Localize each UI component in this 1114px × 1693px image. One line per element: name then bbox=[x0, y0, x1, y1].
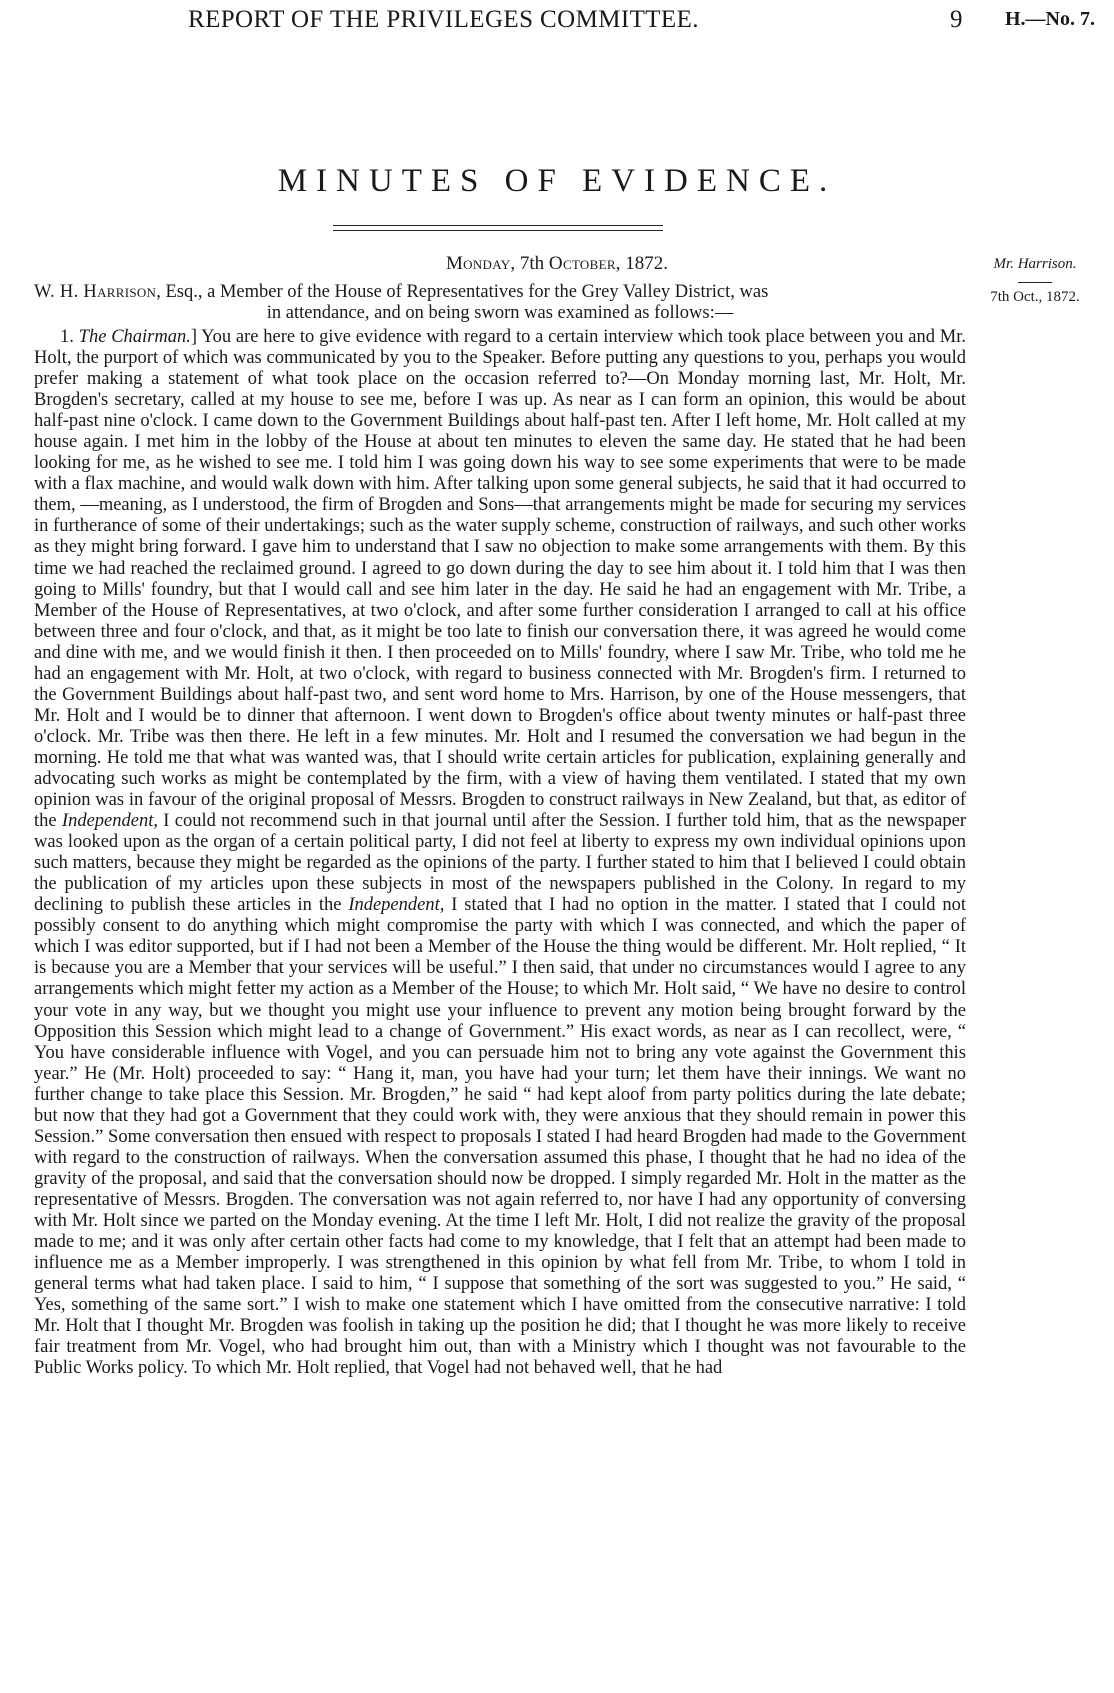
question-speaker: The Chairman. bbox=[78, 327, 191, 347]
running-head-title: REPORT OF THE PRIVILEGES COMMITTEE. bbox=[188, 6, 699, 33]
evidence-body bbox=[34, 327, 966, 1379]
question-number: 1. bbox=[60, 327, 74, 347]
answer-part-3: , I stated that I had no option in the matter. I stated that I could not possibly consent to do anything which might compromise the party with which I was connected, and which the paper of which I was editor supported, but if I had not been a Member of the House the thing would be different. Mr. Holt replied, “ It is because you are a Member that your services will be useful.” I then said, that under no circumstances would I agree to any arrangements which might fetter my action as a Member of the House; to which Mr. Holt said, “ We have no desire to control your vote in any way, but we thought you might use your influence to prevent any motion being brought forward by the Opposition this Session which might lead to a change of Government.” His exact words, as near as I can recollect, were, “ You have considerable influence with Vogel, and you can persuade him not to bring any vote against the Government this year.” He (Mr. Holt) proceeded to say: “ Hang it, man, you have had your turn; let them have their innings. We want no further change to take place this Session. Mr. Brogden,” he said “ had kept aloof from party politics during the late debate; but now that they had got a Government that they could work with, they were anxious that they should remain in power this Session.” Some conversation then ensued with respect to proposals I stated I had heard Brogden had made to the Government with regard to the construction of railways. When the conversation assumed this phase, I thought that he had no idea of the gravity of the proposal, and said that the conversation should now be dropped. I simply regarded Mr. Holt in the matter as the representative of Messrs. Brogden. The conversation was not again referred to, nor have I had any opportunity of conversing with Mr. Holt since we parted on the Monday evening. At the time I left Mr. Holt, I did not realize the gravity of the proposal made to me; and it was only after certain other facts had come to my knowledge, that I felt that an attempt had been made to influence me as a Member improperly. I was strengthened in this opinion by what fell from Mr. Tribe, to whom I told in general terms what had taken place. I said to him, “ I suppose that something of the sort was suggested to you.” He said, “ Yes, something of the same sort.” I wish to make one statement which I have omitted from the consecutive narrative: I told Mr. Holt that I thought Mr. Brogden was foolish in taking up the position he did; that I thought he was more likely to receive fair treatment from Mr. Vogel, who had brought him out, than with a Ministry which I thought was not favourable to the Public Works policy. To which Mr. Holt replied, that Vogel had not behaved well, that he had bbox=[34, 895, 966, 1379]
session-date-line bbox=[0, 253, 1114, 275]
session-month: October bbox=[548, 253, 616, 274]
session-day: Monday bbox=[445, 253, 511, 274]
witness-introduction bbox=[34, 282, 966, 324]
margin-note-date: 7th Oct., 1872. bbox=[990, 289, 1080, 305]
witness-intro-line2: in attendance, and on being sworn was examined as follows:— bbox=[266, 303, 734, 323]
answer-part-2: , I could not recommend such in that journal until after the Session. I further told him, that as the newspaper was looked upon as the organ of a certain political party, I did not feel at liberty to express my own individual opinions upon such matters, because they might be regarded as the opinions of the party. I further stated to him that I believed I could obtain the publication of my articles upon these subjects in most of the newspapers published in the Colony. In regard to my declining to publish these articles in the bbox=[34, 811, 966, 916]
witness-intro-line1: , Esq., a Member of the House of Representatives for the Grey Valley District, was bbox=[156, 282, 769, 302]
newspaper-title-1: Independent bbox=[61, 811, 154, 832]
running-head bbox=[0, 6, 1114, 36]
paper-reference: H.—No. 7. bbox=[1005, 8, 1095, 30]
page-number: 9 bbox=[950, 6, 963, 33]
question-and-answer-part-1: ] You are here to give evidence with regard to a certain interview which took place between you and Mr. Holt, the purport of which was communicated by you to the Speaker. Before putting any questions to you, perhaps you would prefer making a statement of what took place on the occasion referred to?—On Monday morning last, Mr. Holt, Mr. Brogden's secretary, called at my house to see me, before I was up. As near as I can form an opinion, this would be about half-past nine o'clock. I came down to the Government Buildings about half-past ten. After I left home, Mr. Holt called at my house again. I met him in the lobby of the House at about ten minutes to eleven the same day. He stated that he had been looking for me, as he wished to see me. I told him I was going down his way to see some experiments that were to be made with a flax machine, and would walk down with him. After talking upon some general subjects, he said that it had occurred to them, —meaning, as I understood, the firm of Brogden and Sons—that arrangements might be made for securing my services in furtherance of some of their undertakings; such as the water supply scheme, construction of railways, and such other works as they might bring forward. I gave him to understand that I saw no objection to make some arrangements with them. By this time we had reached the reclaimed ground. I agreed to go down during the day to see him about it. I told him that I was then going to Mills' foundry, but that I would call and see him later in the day. He said he had an engagement with Mr. Tribe, a Member of the House of Representatives, at two o'clock, and after some further consideration I arranged to call at his office between three and four o'clock, and that, as it might be too late to finish our conversation there, it was agreed he would come and dine with me, and we would finish it then. I then proceeded on to Mills' foundry, where I saw Mr. Tribe, who told me he had an engagement with Mr. Holt, at two o'clock, with regard to business connected with Mr. Brogden's firm. I returned to the Government Buildings about half-past two, and sent word home to Mrs. Harrison, by one of the House messengers, that Mr. Holt and I would be to dinner that afternoon. I went down to Brogden's office about twenty minutes or half-past three o'clock. Mr. Tribe was then there. He left in a few minutes. Mr. Holt and I resumed the conversation we had begun in the morning. He told me that what was wanted was, that I should write certain articles for publication, explaining generally and advocating such works as might be contemplated by the firm, with a view of having them ventilated. I stated that my own opinion was in favour of the original proposal of Messrs. Brogden to construct railways in New Zealand, but that, as editor of the bbox=[34, 327, 967, 832]
session-year: , 1872. bbox=[615, 253, 669, 274]
newspaper-title-2: Independent bbox=[348, 895, 440, 916]
margin-note-witness: Mr. Harrison. bbox=[993, 256, 1077, 272]
title-rule-top bbox=[333, 225, 663, 226]
margin-note-rule bbox=[1018, 282, 1052, 283]
title-rule-bottom bbox=[333, 230, 663, 231]
question-paragraph bbox=[34, 327, 966, 1379]
document-title: MINUTES OF EVIDENCE. bbox=[277, 163, 837, 199]
session-day-number: , 7th bbox=[510, 253, 549, 274]
witness-name: W. H. Harrison bbox=[34, 282, 157, 302]
